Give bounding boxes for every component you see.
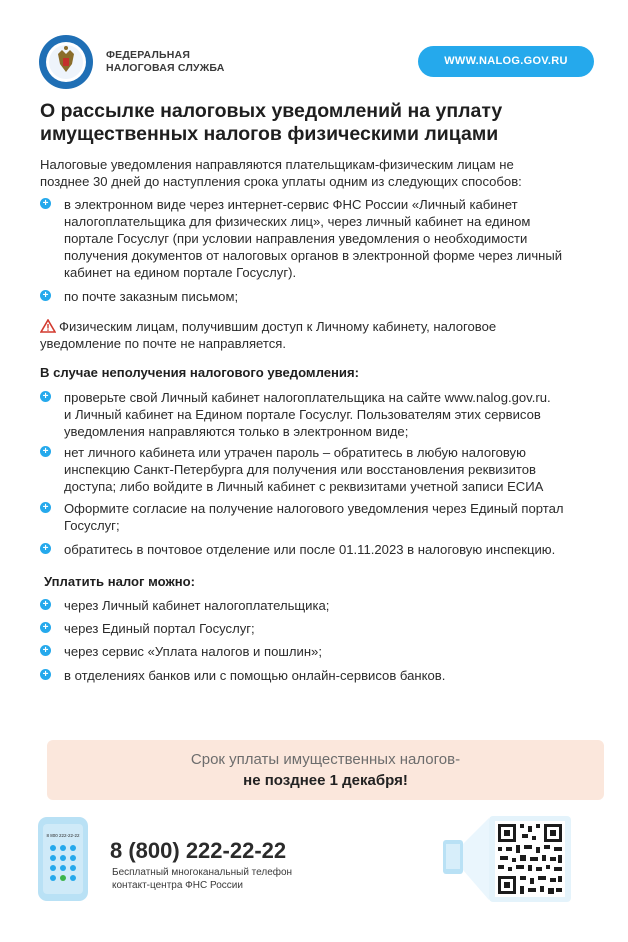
plus-circle-icon: + (40, 446, 51, 457)
list-item-line: Госуслуг; (64, 518, 120, 533)
hotline-desc-line-2: контакт-центра ФНС России (112, 880, 243, 891)
agency-line-1: ФЕДЕРАЛЬНАЯ (106, 49, 191, 61)
list-item-line: через сервис «Уплата налогов и пошлин»; (64, 644, 322, 659)
plus-circle-icon: + (40, 543, 51, 554)
list-item-line: кабинет на едином портале Госуслуг). (64, 265, 297, 280)
plus-circle-icon: + (40, 198, 51, 209)
warning-line-1: Физическим лицам, получившим доступ к Личному кабинету, налоговое (59, 319, 497, 334)
title-line-2: имущественных налогов физическими лицами (40, 123, 499, 145)
website-button[interactable]: WWW.NALOG.GOV.RU (418, 46, 594, 77)
warning-note (40, 318, 496, 352)
pay-heading: Уплатить налог можно: (44, 574, 196, 589)
deadline-line-2: не позднее 1 декабря! (243, 772, 408, 789)
intro-line-2: позднее 30 дней до наступления срока уплаты одним из следующих способов: (40, 174, 522, 189)
list-item-line: уведомления направляются только в электронном виде; (64, 424, 409, 439)
list-item-line: портале Госуслуг (при условии направления уведомления о необходимости (64, 231, 528, 246)
plus-circle-icon: + (40, 599, 51, 610)
list-item-line: проверьте свой Личный кабинет налогоплательщика на сайте www.nalog.gov.ru. (64, 390, 551, 405)
page-title (40, 100, 600, 146)
list-item-line: по почте заказным письмом; (64, 289, 239, 304)
list-item-line: через Единый портал Госуслуг; (64, 621, 255, 636)
hotline-desc-line-1: Бесплатный многоканальный телефон (112, 867, 293, 878)
plus-circle-icon: + (40, 502, 51, 513)
list-item-line: Оформите согласие на получение налогового уведомления через Единый портал (64, 501, 564, 516)
list-item-line: нет личного кабинета или утрачен пароль – обратитесь в любую налоговую (64, 445, 526, 460)
list-item-line: доступа; либо войдите в Личный кабинет с реквизитами учетной записи ЕСИА (64, 479, 544, 494)
list-item-line: инспекцию Санкт-Петербурга для получения или восстановления реквизитов (64, 462, 537, 477)
intro-line-1: Налоговые уведомления направляются плательщикам-физическим лицам не (40, 157, 514, 172)
plus-circle-icon: + (40, 622, 51, 633)
list-item-line: обратитесь в почтовое отделение или после 01.11.2023 в налоговую инспекцию. (64, 542, 556, 557)
list-item-line: налогоплательщика для физических лиц», через личный кабинет на едином (64, 214, 531, 229)
page-header (38, 34, 594, 90)
intro-paragraph (40, 156, 522, 190)
warning-line-2: уведомление по почте не направляется. (40, 336, 287, 351)
title-line-1: О рассылке налоговых уведомлений на уплату (40, 100, 503, 122)
agency-name (106, 49, 225, 75)
warning-triangle-icon (40, 319, 56, 333)
plus-circle-icon: + (40, 290, 51, 301)
hotline-number[interactable]: 8 (800) 222-22-22 (110, 838, 287, 863)
list-item-line: и Личный кабинет на Едином портале Госуслуг. Пользователям этих сервисов (64, 407, 541, 422)
plus-circle-icon: + (40, 645, 51, 656)
qr-code-icon[interactable] (443, 814, 573, 904)
deadline-line-1: Срок уплаты имущественных налогов- (190, 751, 461, 768)
plus-circle-icon: + (40, 391, 51, 402)
agency-line-2: НАЛОГОВАЯ СЛУЖБА (106, 62, 225, 74)
plus-circle-icon: + (40, 669, 51, 680)
list-item-line: в отделениях банков или с помощью онлайн-сервисов банков. (64, 668, 446, 683)
fns-emblem-icon (38, 34, 94, 90)
no-notice-heading: В случае неполучения налогового уведомления: (40, 365, 359, 380)
list-item-line: через Личный кабинет налогоплательщика; (64, 598, 330, 613)
list-item-line: в электронном виде через интернет-сервис ФНС России «Личный кабинет (64, 197, 518, 212)
hotline-description (112, 866, 292, 892)
phone-icon (37, 816, 89, 902)
phone-screen-number: 8 800 222-22-22 (46, 833, 80, 838)
deadline-banner (47, 740, 604, 800)
list-item-line: получения документов от налоговых органов в электронной форме через личный (64, 248, 563, 263)
